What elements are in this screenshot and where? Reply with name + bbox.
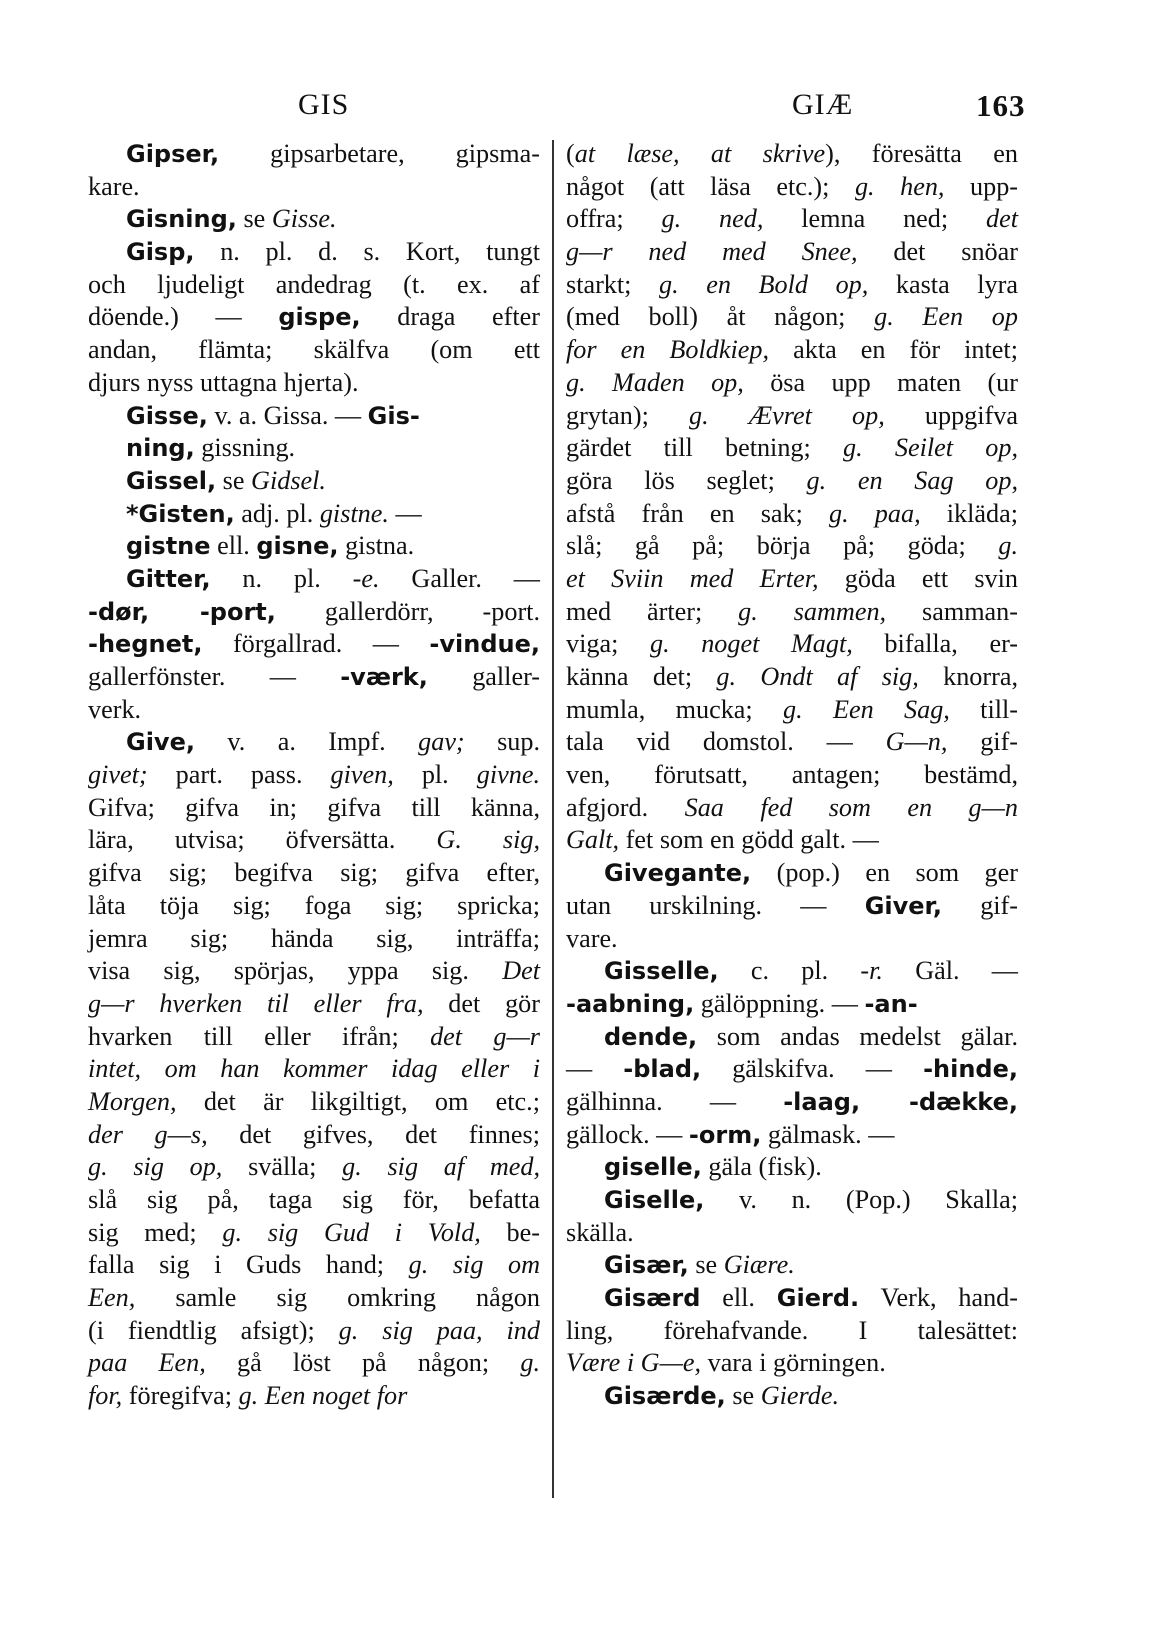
plain-text: (pop.) en som ger xyxy=(751,858,1018,888)
plain-text: Gifva; gifva in; gifva till känna, xyxy=(88,792,540,822)
headword: Gis- xyxy=(367,401,420,430)
italic-text: for en Boldkiep, xyxy=(566,335,770,365)
italic-text: g. sig af med, xyxy=(342,1152,541,1182)
text-line xyxy=(88,923,540,956)
italic-text: g. sig paa, ind xyxy=(338,1315,540,1345)
plain-text: ling, förehafvande. I talesättet: xyxy=(566,1315,1018,1345)
italic-text: at læse, at skrive xyxy=(574,139,826,168)
text-line xyxy=(566,890,1018,923)
text-line xyxy=(566,726,1018,759)
text-line xyxy=(566,988,1018,1021)
text-line xyxy=(88,367,540,400)
italic-text: g. noget Magt, xyxy=(649,629,853,659)
headword: gisne, xyxy=(256,532,339,561)
plain-text: skälla. xyxy=(566,1217,634,1247)
text-line xyxy=(88,1347,540,1380)
text-line xyxy=(566,465,1018,498)
text-line xyxy=(88,759,540,792)
italic-text: g. Een noget for xyxy=(238,1381,408,1411)
italic-text: Galt, xyxy=(566,825,620,855)
text-line xyxy=(566,1086,1018,1119)
plain-text: draga efter xyxy=(360,302,540,332)
headword: Gissel, xyxy=(126,466,217,495)
italic-text: et Sviin med Erter, xyxy=(566,563,819,593)
text-line xyxy=(566,498,1018,531)
plain-text: falla sig i Guds hand; xyxy=(88,1250,409,1280)
italic-text: Være i G—e, xyxy=(566,1348,702,1378)
header-right-guide-word: GIÆ xyxy=(792,88,854,121)
plain-text: adj. pl. xyxy=(234,498,320,528)
italic-text: g. ned, xyxy=(661,204,764,234)
headword: -vindue, xyxy=(429,630,540,659)
plain-text: se xyxy=(216,465,252,495)
text-line xyxy=(566,171,1018,204)
italic-text: Gisse. xyxy=(271,204,337,234)
text-line xyxy=(88,203,540,236)
headword: *Gisten, xyxy=(126,499,235,528)
text-line xyxy=(566,1184,1018,1217)
plain-text: göra lös seglet; xyxy=(566,465,807,495)
headword: gispe, xyxy=(278,303,361,332)
italic-text: Een, xyxy=(88,1283,136,1313)
italic-text: g. sig Gud i Vold, xyxy=(222,1217,481,1247)
text-line xyxy=(566,628,1018,661)
text-line xyxy=(88,726,540,759)
text-line xyxy=(88,1380,540,1413)
italic-text: g. Een Sag, xyxy=(783,694,950,724)
plain-text: n. pl. xyxy=(210,563,353,593)
text-line xyxy=(88,1184,540,1217)
plain-text: med ärter; xyxy=(566,596,739,626)
plain-text: svälla; xyxy=(222,1152,343,1182)
text-line xyxy=(88,955,540,988)
plain-text: Verk, hand- xyxy=(859,1283,1018,1313)
text-line xyxy=(566,1151,1018,1184)
plain-text: något (att läsa etc.); xyxy=(566,171,855,201)
text-line xyxy=(88,138,540,171)
plain-text: förgallrad. — xyxy=(202,629,430,659)
headword: Giver, xyxy=(864,891,942,920)
text-line xyxy=(566,1053,1018,1086)
headword: -værk, xyxy=(340,663,428,691)
plain-text: gälskifva. — xyxy=(701,1054,924,1084)
plain-text: det gifves, det finnes; xyxy=(207,1119,540,1149)
plain-text: ösa upp maten (ur xyxy=(743,367,1018,397)
italic-text: -r. xyxy=(860,956,883,986)
text-line xyxy=(566,1119,1018,1152)
plain-text: ell. xyxy=(700,1283,777,1313)
plain-text: göda ett svin xyxy=(818,563,1019,593)
text-line xyxy=(566,301,1018,334)
italic-text: g. Seilet op, xyxy=(843,433,1018,463)
plain-text: (i fiendtlig afsigt); xyxy=(88,1315,339,1345)
plain-text: starkt; xyxy=(566,269,660,299)
headword: dende, xyxy=(604,1022,698,1051)
italic-text: Det xyxy=(502,956,540,986)
plain-text: gällock. — xyxy=(566,1119,689,1149)
text-line xyxy=(566,857,1018,890)
headword: -an- xyxy=(864,989,918,1018)
text-line xyxy=(88,1282,540,1315)
plain-text: — xyxy=(566,1054,624,1084)
headword: gistne xyxy=(126,532,211,561)
plain-text: uppgifva xyxy=(884,400,1018,430)
text-line xyxy=(88,628,540,661)
headword: Gitter, xyxy=(126,564,211,593)
plain-text: ell. xyxy=(210,531,257,561)
italic-text: g. en Sag op, xyxy=(806,465,1019,495)
italic-text: -e. xyxy=(352,563,380,593)
plain-text: döende.) — xyxy=(88,302,279,332)
plain-text: offra; xyxy=(566,204,662,234)
plain-text: part. pass. xyxy=(147,760,331,790)
text-line xyxy=(88,171,540,204)
plain-text: se xyxy=(688,1250,724,1280)
text-line xyxy=(88,432,540,465)
italic-text: Saa fed som en g—n xyxy=(684,792,1018,822)
plain-text: mumla, mucka; xyxy=(566,694,784,724)
plain-text: gifva sig; begifva sig; gifva efter, xyxy=(88,858,540,888)
italic-text: g. sig op, xyxy=(88,1152,223,1182)
plain-text: och ljudeligt andedrag (t. ex. af xyxy=(88,269,540,299)
text-line xyxy=(566,694,1018,727)
headword: Give, xyxy=(126,728,195,757)
plain-text: sig med; xyxy=(88,1217,223,1247)
text-line xyxy=(88,1021,540,1054)
plain-text: viga; xyxy=(566,629,650,659)
plain-text: be- xyxy=(480,1217,540,1247)
headword: ning, xyxy=(126,434,195,463)
italic-text: g—r ned med Snee, xyxy=(566,237,858,267)
text-line xyxy=(566,792,1018,825)
text-line xyxy=(566,1217,1018,1250)
plain-text: kare. xyxy=(88,171,140,201)
italic-text: givet; xyxy=(88,760,148,790)
plain-text: gärdet till betning; xyxy=(566,433,844,463)
italic-text: g. sammen, xyxy=(738,596,887,626)
headword: Gisærde, xyxy=(604,1382,726,1411)
header-left-guide-word: GIS xyxy=(298,88,350,121)
plain-text: n. pl. d. s. Kort, tungt xyxy=(194,237,540,267)
text-line xyxy=(88,1053,540,1086)
italic-text: G—n, xyxy=(885,727,948,757)
italic-text: g. sig om xyxy=(408,1250,540,1280)
italic-text: Gierde. xyxy=(760,1381,839,1411)
text-line xyxy=(566,530,1018,563)
plain-text: fet som en gödd galt. — xyxy=(619,825,879,855)
text-line xyxy=(88,890,540,923)
text-line xyxy=(88,1315,540,1348)
plain-text: bifalla, er- xyxy=(852,629,1018,659)
italic-text: det g—r xyxy=(430,1021,540,1051)
plain-text: pl. xyxy=(393,760,477,790)
plain-text: se xyxy=(236,204,272,234)
italic-text: paa Een, xyxy=(88,1348,206,1378)
plain-text: gistna. xyxy=(338,531,415,561)
text-line xyxy=(566,955,1018,988)
text-line xyxy=(566,759,1018,792)
text-line xyxy=(88,530,540,563)
plain-text: känna det; xyxy=(566,662,717,691)
headword: Gierd. xyxy=(776,1284,860,1313)
text-line xyxy=(566,432,1018,465)
plain-text: upp- xyxy=(944,171,1019,201)
italic-text: Morgen, xyxy=(88,1086,177,1116)
text-line xyxy=(88,498,540,531)
headword: Giselle, xyxy=(604,1186,705,1214)
text-line xyxy=(88,1249,540,1282)
text-line xyxy=(566,138,1018,171)
text-line xyxy=(566,334,1018,367)
text-line xyxy=(88,824,540,857)
plain-text: som andas medelst gälar. xyxy=(697,1021,1018,1051)
plain-text: ven, förutsatt, antagen; bestämd, xyxy=(566,760,1018,790)
italic-text: givne. xyxy=(476,760,540,790)
text-line xyxy=(566,923,1018,956)
headword: -aabning, xyxy=(566,989,695,1018)
plain-text: visa sig, spörjas, yppa sig. xyxy=(88,956,503,986)
text-line xyxy=(88,1151,540,1184)
text-line xyxy=(566,563,1018,596)
italic-text: gistne. xyxy=(319,498,389,528)
plain-text: ( xyxy=(566,139,575,168)
headword: Gisning, xyxy=(126,205,237,234)
text-line xyxy=(88,857,540,890)
plain-text: ), föresätta en xyxy=(825,139,1018,168)
plain-text: se xyxy=(725,1381,761,1411)
italic-text: g—r hverken til eller fra, xyxy=(88,988,424,1018)
text-line xyxy=(566,596,1018,629)
plain-text: gallerdörr, -port. xyxy=(275,596,540,626)
plain-text: gissning. xyxy=(194,433,296,463)
plain-text: slå sig på, taga sig för, befatta xyxy=(88,1185,540,1214)
italic-text: g. Een op xyxy=(874,302,1018,332)
text-line xyxy=(88,1119,540,1152)
plain-text: Gäl. — xyxy=(882,956,1018,986)
plain-text: hvarken till eller ifrån; xyxy=(88,1021,431,1051)
headword: giselle, xyxy=(604,1153,702,1182)
text-line xyxy=(88,400,540,433)
plain-text: andan, flämta; skälfva (om ett xyxy=(88,335,540,365)
text-line xyxy=(566,400,1018,433)
headword: Gisse, xyxy=(126,401,208,430)
plain-text: grytan); xyxy=(566,400,690,430)
plain-text: jemra sig; hända sig, inträffa; xyxy=(88,923,540,953)
plain-text: vare. xyxy=(566,923,618,953)
plain-text: — xyxy=(388,498,422,528)
plain-text: gif- xyxy=(947,727,1019,757)
plain-text: gälhinna. — xyxy=(566,1086,784,1116)
headword: Gipser, xyxy=(126,140,220,168)
italic-text: g. Ævret op, xyxy=(689,400,885,430)
plain-text: samle sig omkring någon xyxy=(135,1283,540,1313)
italic-text: given, xyxy=(330,760,394,790)
text-line xyxy=(566,1315,1018,1348)
headword: -hegnet, xyxy=(88,630,203,659)
italic-text: Gidsel. xyxy=(251,465,326,495)
text-line xyxy=(88,269,540,302)
text-line xyxy=(88,563,540,596)
headword: Gisær, xyxy=(604,1251,689,1280)
text-line xyxy=(566,1249,1018,1282)
text-line xyxy=(88,988,540,1021)
plain-text: slå; gå på; börja på; göda; xyxy=(566,531,999,561)
plain-text: knorra, xyxy=(918,662,1019,691)
plain-text: gäla (fisk). xyxy=(701,1152,822,1182)
plain-text: v. a. Gissa. — xyxy=(207,400,368,430)
text-line xyxy=(88,1086,540,1119)
text-line xyxy=(88,465,540,498)
text-line xyxy=(566,1380,1018,1413)
plain-text: gå löst på någon; xyxy=(205,1348,521,1378)
text-line xyxy=(566,269,1018,302)
plain-text: gallerfönster. — xyxy=(88,662,341,691)
text-line xyxy=(566,203,1018,236)
headword: -dør, -port, xyxy=(88,597,276,626)
text-line xyxy=(88,792,540,825)
italic-text: g. en Bold op, xyxy=(659,269,869,299)
text-line xyxy=(566,1347,1018,1380)
italic-text: g. Ondt af sig, xyxy=(716,662,919,691)
plain-text: tala vid domstol. — xyxy=(566,727,886,757)
italic-text: Giære. xyxy=(723,1250,795,1280)
plain-text: djurs nyss uttagna hjerta). xyxy=(88,367,359,397)
text-line xyxy=(566,661,1018,694)
plain-text: v. n. (Pop.) Skalla; xyxy=(704,1185,1018,1214)
headword: -blad, xyxy=(623,1055,702,1084)
plain-text: lära, utvisa; öfversätta. xyxy=(88,825,437,855)
italic-text: det xyxy=(986,204,1019,234)
text-line xyxy=(566,1021,1018,1054)
text-line xyxy=(88,334,540,367)
plain-text: låta töja sig; foga sig; spricka; xyxy=(88,890,540,920)
plain-text: gälmask. — xyxy=(761,1119,895,1149)
plain-text: ikläda; xyxy=(920,498,1019,528)
plain-text: afstå från en sak; xyxy=(566,498,830,528)
plain-text: gipsarbetare, gipsma- xyxy=(219,139,540,168)
plain-text: (med boll) åt någon; xyxy=(566,302,875,332)
plain-text: galler- xyxy=(427,662,540,691)
plain-text: v. a. Impf. xyxy=(194,727,419,757)
text-line xyxy=(88,236,540,269)
plain-text: samman- xyxy=(886,596,1018,626)
text-line xyxy=(88,596,540,629)
text-line xyxy=(566,824,1018,857)
column-divider xyxy=(552,140,554,1498)
text-line xyxy=(566,236,1018,269)
plain-text: gälöppning. — xyxy=(694,988,865,1018)
headword: Givegante, xyxy=(604,859,752,888)
text-line xyxy=(88,301,540,334)
italic-text: gav; xyxy=(418,727,465,757)
italic-text: g. xyxy=(520,1348,541,1378)
text-line xyxy=(88,1217,540,1250)
headword: -laag, -dække, xyxy=(783,1087,1018,1116)
page-number: 163 xyxy=(976,88,1026,123)
plain-text: föregifva; xyxy=(122,1381,239,1411)
plain-text: sup. xyxy=(464,727,540,757)
italic-text: intet, om han kommer idag eller i xyxy=(88,1054,540,1084)
italic-text: g. hen, xyxy=(854,171,945,201)
italic-text: g. Maden op, xyxy=(566,367,744,397)
plain-text: till- xyxy=(949,694,1019,724)
text-line xyxy=(88,694,540,727)
plain-text: det gör xyxy=(423,988,540,1018)
plain-text: det snöar xyxy=(857,237,1018,267)
plain-text: c. pl. xyxy=(718,956,861,986)
headword: Gisp, xyxy=(126,238,195,267)
plain-text: utan urskilning. — xyxy=(566,890,865,920)
plain-text: Galler. — xyxy=(379,563,540,593)
plain-text: det är likgiltigt, om etc.; xyxy=(176,1086,540,1116)
headword: -hinde, xyxy=(923,1055,1018,1084)
italic-text: der g—s, xyxy=(88,1119,208,1149)
plain-text: verk. xyxy=(88,694,142,724)
text-line xyxy=(566,367,1018,400)
headword: Gisselle, xyxy=(604,957,719,986)
plain-text: lemna ned; xyxy=(763,204,987,234)
left-column xyxy=(88,138,540,1413)
plain-text: vara i görningen. xyxy=(701,1348,886,1378)
plain-text: afgjord. xyxy=(566,792,685,822)
plain-text: gif- xyxy=(941,890,1018,920)
plain-text: akta en för intet; xyxy=(769,335,1018,365)
italic-text: g. paa, xyxy=(829,498,921,528)
headword: Gisærd xyxy=(604,1284,701,1313)
italic-text: g. xyxy=(998,531,1018,561)
italic-text: for, xyxy=(88,1381,123,1411)
headword: -orm, xyxy=(688,1120,762,1149)
right-column xyxy=(566,138,1018,1413)
italic-text: G. sig, xyxy=(436,825,540,855)
text-line xyxy=(566,1282,1018,1315)
plain-text: kasta lyra xyxy=(868,269,1018,299)
running-header xyxy=(0,88,1152,128)
text-line xyxy=(88,661,540,694)
